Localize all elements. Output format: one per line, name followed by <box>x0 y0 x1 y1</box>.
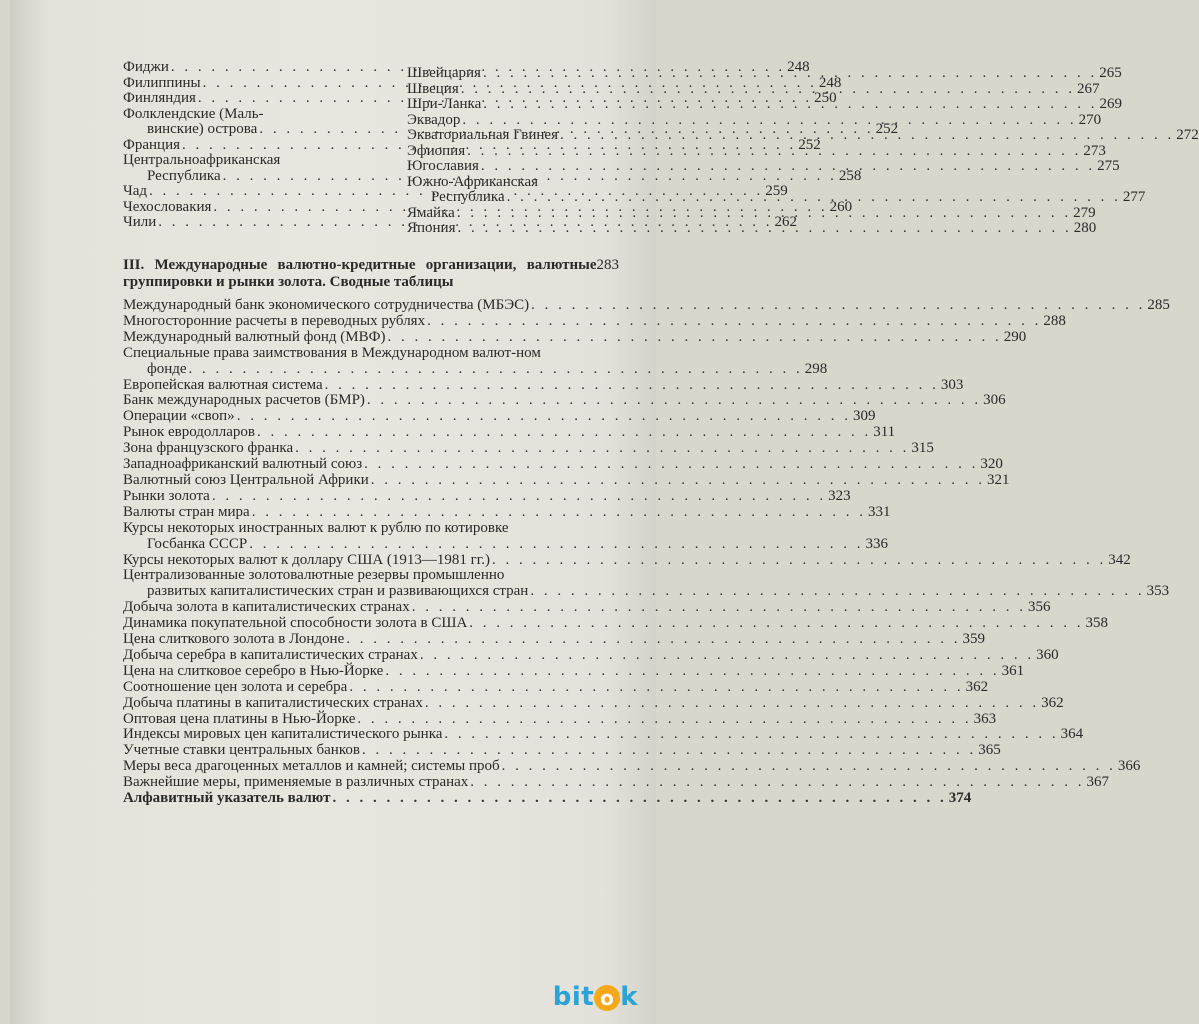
dot-leader <box>531 298 1145 314</box>
toc-entry-page: 259 <box>765 183 788 199</box>
toc-entry <box>123 360 828 378</box>
toc-entry-page: 362 <box>1041 694 1064 711</box>
toc-entry-page: 364 <box>1060 726 1084 743</box>
toc-entry-title: Япония <box>407 220 456 236</box>
toc-entry-page: 267 <box>1077 80 1100 97</box>
dot-leader <box>212 489 826 505</box>
watermark-logo: bit o k <box>552 982 638 1012</box>
book-page <box>10 0 1199 1024</box>
toc-entry-page: 258 <box>838 167 862 184</box>
watermark-coin-icon: o <box>594 985 620 1011</box>
toc-entry-title: Оптовая цена платины в Нью-Йорке <box>123 710 356 727</box>
toc-entry-title: Валютный союз Центральной Африки <box>123 471 369 488</box>
dot-leader <box>249 537 863 553</box>
toc-entry-title: Цена на слитковое серебро в Нью-Йорке <box>123 662 384 679</box>
section-page-number: 283 <box>596 257 619 273</box>
toc-entry-title: Рынки золота <box>123 487 210 504</box>
dot-leader <box>332 791 946 807</box>
dot-leader <box>467 144 1081 160</box>
toc-entry-page: 260 <box>829 198 853 215</box>
toc-entry <box>123 583 1170 600</box>
toc-entry-title: Алфавитный указатель валют <box>123 790 331 807</box>
toc-entry-title: Швейцария <box>407 65 481 81</box>
toc-entry-page: 360 <box>1036 646 1059 663</box>
toc-entry-title: Международный валютный фонд (МВФ) <box>123 328 386 345</box>
toc-entry <box>123 487 851 505</box>
toc-entry <box>123 521 619 537</box>
toc-entry-page: 277 <box>1122 189 1146 205</box>
toc-entry <box>123 376 964 394</box>
toc-entry-title: Франция <box>123 136 180 153</box>
toc-entry <box>407 175 619 191</box>
toc-entry-page: 356 <box>1027 599 1051 616</box>
dot-leader <box>457 206 1071 222</box>
toc-entry <box>123 107 345 123</box>
toc-entry <box>123 599 1051 616</box>
dot-leader <box>507 190 1121 206</box>
toc-entry <box>123 568 619 584</box>
dot-leader <box>560 128 1174 144</box>
toc-entry-title: Многосторонние расчеты в переводных рублях <box>123 312 426 329</box>
toc-entry <box>123 297 1170 314</box>
dot-leader <box>367 393 981 409</box>
toc-entry <box>123 456 1003 473</box>
toc-entry-page: 320 <box>980 456 1003 473</box>
dot-leader <box>425 696 1039 712</box>
toc-entry-title: Центральноафриканская <box>123 152 281 168</box>
toc-entry <box>407 158 1120 175</box>
dot-leader <box>237 409 851 425</box>
toc-entry <box>123 408 876 425</box>
dot-leader <box>257 425 871 441</box>
dot-leader <box>427 314 1041 330</box>
toc-entry-title: Республика <box>431 189 505 205</box>
toc-entry-page: 362 <box>965 678 989 695</box>
toc-entry-page: 367 <box>1086 774 1110 791</box>
toc-entry-title: Республика <box>147 167 221 184</box>
toc-entry-title: Централизованные золотовалютные резервы промышленно <box>123 567 505 584</box>
toc-entry-page: 366 <box>1117 758 1141 775</box>
toc-entry-page: 342 <box>1108 551 1131 568</box>
toc-entry-page: 359 <box>962 631 985 648</box>
toc-entry-page: 280 <box>1073 220 1097 236</box>
toc-entry <box>123 790 972 807</box>
toc-entry-title: Добыча платины в капиталистических странах <box>123 694 423 711</box>
toc-entry <box>123 551 1131 569</box>
toc-entry-title: Финляндия <box>123 90 196 106</box>
toc-entry-page: 336 <box>865 535 888 552</box>
dot-leader <box>420 648 1034 664</box>
dot-leader <box>462 113 1076 129</box>
toc-entry <box>123 758 1141 775</box>
toc-entry-title: Зона французского франка <box>123 440 294 457</box>
toc-entry <box>123 392 1006 409</box>
toc-entry-title: фонде <box>147 360 187 377</box>
dot-leader <box>502 759 1116 775</box>
toc-entry-page: 272 <box>1176 127 1199 143</box>
section-title: III. Международные валютно-кредитные организации, валютные группировки и рынки золота. Сводные таблицы <box>123 257 597 290</box>
toc-entry-page: 252 <box>875 121 899 137</box>
toc-entries-list <box>123 297 1170 807</box>
toc-entry-page: 311 <box>873 424 896 441</box>
toc-entry <box>123 424 896 441</box>
dot-leader <box>362 743 976 759</box>
toc-entry <box>123 535 888 553</box>
toc-entry-title: Банк международных расчетов (БМР) <box>123 392 365 409</box>
toc-entry-page: 273 <box>1083 142 1106 159</box>
toc-entry-title: Чехословакия <box>123 198 212 215</box>
dot-leader <box>444 727 1058 743</box>
toc-entry-title: Добыча серебра в капиталистических странах <box>123 646 418 663</box>
toc-entry <box>123 774 1110 791</box>
toc-entry-title: Югославия <box>407 158 479 174</box>
toc-entry-title: Международный банк экономического сотрудничества (МБЭС) <box>123 297 530 313</box>
toc-entry-title: Индексы мировых цен капиталистического рынка <box>123 726 443 743</box>
toc-entry-title: Фиджи <box>123 59 169 75</box>
toc-entry <box>123 678 989 696</box>
toc-entry-page: 358 <box>1085 615 1109 632</box>
dot-leader <box>346 632 960 648</box>
toc-entry-title: Фолклендские (Маль- <box>123 105 264 122</box>
toc-entry-title: Соотношение цен золота и серебра <box>123 678 348 695</box>
dot-leader <box>295 441 909 457</box>
toc-entry-page: 374 <box>948 790 972 807</box>
toc-entry-page: 270 <box>1078 111 1102 128</box>
toc-entry <box>123 503 891 521</box>
toc-entry-page: 290 <box>1003 328 1027 345</box>
toc-entry <box>123 346 619 362</box>
toc-entry <box>123 742 1001 759</box>
toc-entry-page: 285 <box>1147 297 1170 313</box>
toc-entry-title: Западноафриканский валютный союз <box>123 456 363 473</box>
toc-entry-page: 303 <box>940 376 964 393</box>
toc-entry <box>123 328 1027 346</box>
toc-entry-title: Чад <box>123 183 148 199</box>
dot-leader <box>189 362 803 378</box>
toc-entry <box>123 440 934 457</box>
toc-entry-title: Динамика покупательной способности золота в США <box>123 615 468 632</box>
dot-leader <box>469 616 1083 632</box>
toc-entry <box>123 631 985 648</box>
toc-entry-page: 306 <box>983 392 1006 409</box>
toc-entry-title: Операции «своп» <box>123 408 235 425</box>
toc-entry-page: 250 <box>814 90 837 106</box>
toc-entry-title: Специальные права заимствования в Международном валют-ном <box>123 344 541 361</box>
dot-leader <box>470 775 1084 791</box>
toc-entry-title: Швеция <box>407 80 459 97</box>
toc-entry-page: 309 <box>852 408 876 425</box>
toc-entry-title: Экваториальная Гвинея <box>407 127 558 143</box>
toc-entry-title: Эквадор <box>407 111 461 128</box>
toc-entry-page: 252 <box>798 136 821 153</box>
toc-entry <box>123 694 1064 712</box>
toc-entry <box>123 646 1059 664</box>
toc-entry <box>123 471 1010 489</box>
toc-entry <box>123 153 345 169</box>
toc-entry-page: 248 <box>818 74 842 91</box>
toc-entry-page: 353 <box>1146 583 1170 600</box>
dot-leader <box>387 330 1001 346</box>
toc-entry-page: 361 <box>1001 662 1025 679</box>
dot-leader <box>458 221 1072 237</box>
toc-entry-title: Филиппины <box>123 74 201 91</box>
dot-leader <box>349 680 963 696</box>
toc-entry-page: 288 <box>1043 312 1066 329</box>
toc-entry-title: винские) острова <box>147 121 258 137</box>
toc-entry-title: Ямайка <box>407 204 455 221</box>
toc-entry-page: 279 <box>1073 204 1096 221</box>
dot-leader <box>364 457 978 473</box>
dot-leader <box>385 664 999 680</box>
dot-leader <box>357 712 971 728</box>
toc-entry-title: Цена слиткового золота в Лондоне <box>123 631 345 648</box>
toc-entry-page: 365 <box>978 742 1001 759</box>
toc-entry <box>123 615 1109 632</box>
toc-entry-title: Курсы некоторых иностранных валют к рублю по котировке <box>123 519 509 536</box>
toc-entry-title: развитых капиталистических стран и развивающихся стран <box>147 583 529 600</box>
toc-entry-title: Эфиопия <box>407 142 466 159</box>
toc-entry-page: 315 <box>911 440 934 457</box>
toc-entry-title: Шри-Ланка <box>407 96 482 112</box>
dot-leader <box>492 553 1106 569</box>
toc-entry-page: 298 <box>804 360 828 377</box>
dot-leader <box>483 66 1097 82</box>
toc-entry-page: 269 <box>1099 96 1122 112</box>
toc-entry-title: Меры веса драгоценных металлов и камней; системы проб <box>123 758 500 775</box>
toc-entry-title: Европейская валютная система <box>123 376 323 393</box>
toc-entry <box>123 662 1025 680</box>
dot-leader <box>325 378 939 394</box>
toc-entry-page: 321 <box>987 471 1010 488</box>
toc-entry-title: Южно-Африканская <box>407 173 539 190</box>
toc-entry-title: Важнейшие меры, применяемые в различных странах <box>123 774 469 791</box>
toc-entry-title: Рынок евродолларов <box>123 424 255 441</box>
toc-entry-page: 248 <box>787 59 810 75</box>
dot-leader <box>483 97 1097 113</box>
dot-leader <box>412 600 1026 616</box>
toc-entry-title: Госбанка СССР <box>147 535 248 552</box>
toc-entry-page: 323 <box>828 487 851 504</box>
dot-leader <box>530 584 1144 600</box>
toc-entry-title: Добыча золота в капиталистических странах <box>123 599 410 616</box>
section-heading <box>123 257 619 291</box>
toc-entry-title: Курсы некоторых валют к доллару США (1913—1981 гг.) <box>123 551 491 568</box>
toc-entry-page: 262 <box>774 214 798 230</box>
dot-leader <box>371 473 985 489</box>
toc-entry-title: Учетные ставки центральных банков <box>123 742 360 759</box>
dot-leader <box>481 159 1095 175</box>
toc-entry <box>123 312 1066 330</box>
toc-entry-page: 363 <box>973 710 997 727</box>
toc-entry-page: 265 <box>1099 65 1122 81</box>
toc-entry <box>123 726 1084 743</box>
toc-entry-title: Валюты стран мира <box>123 503 250 520</box>
toc-entry-page: 331 <box>867 503 891 520</box>
toc-entry <box>123 710 997 728</box>
dot-leader <box>252 505 866 521</box>
dot-leader <box>461 82 1075 98</box>
toc-entry-page: 275 <box>1097 158 1120 174</box>
toc-entry-title: Чили <box>123 214 157 230</box>
